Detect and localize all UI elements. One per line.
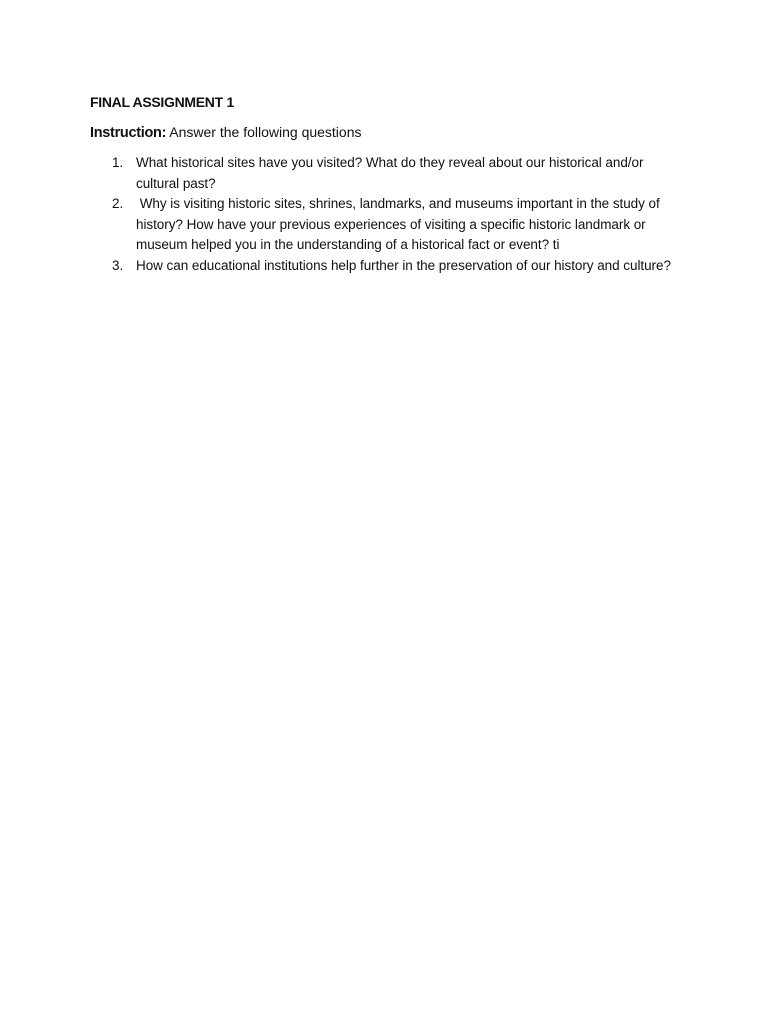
question-list — [90, 153, 690, 276]
document-title: FINAL ASSIGNMENT 1 — [90, 94, 234, 110]
question-text: What historical sites have you visited? What do they reveal about our historical and/or cultural past? — [136, 155, 644, 191]
question-number: 2. — [112, 196, 124, 211]
question-text: Why is visiting historic sites, shrines, landmarks, and museums important in the study of history? How have your previous experiences of visiting a specific historic landmark or museum helped you in the understanding of a historical fact or event? ti — [136, 196, 664, 252]
question-number: 3. — [112, 257, 124, 273]
question-item — [90, 153, 690, 194]
instruction-label: Instruction: — [90, 125, 167, 141]
instruction-line — [90, 122, 690, 143]
instruction-text: Answer the following questions — [166, 124, 362, 140]
document-content — [90, 92, 690, 276]
question-number: 1. — [112, 155, 124, 170]
question-item — [90, 194, 690, 256]
question-item — [90, 256, 690, 277]
question-text: How can educational institutions help further in the preservation of our history and culture? — [136, 257, 671, 273]
